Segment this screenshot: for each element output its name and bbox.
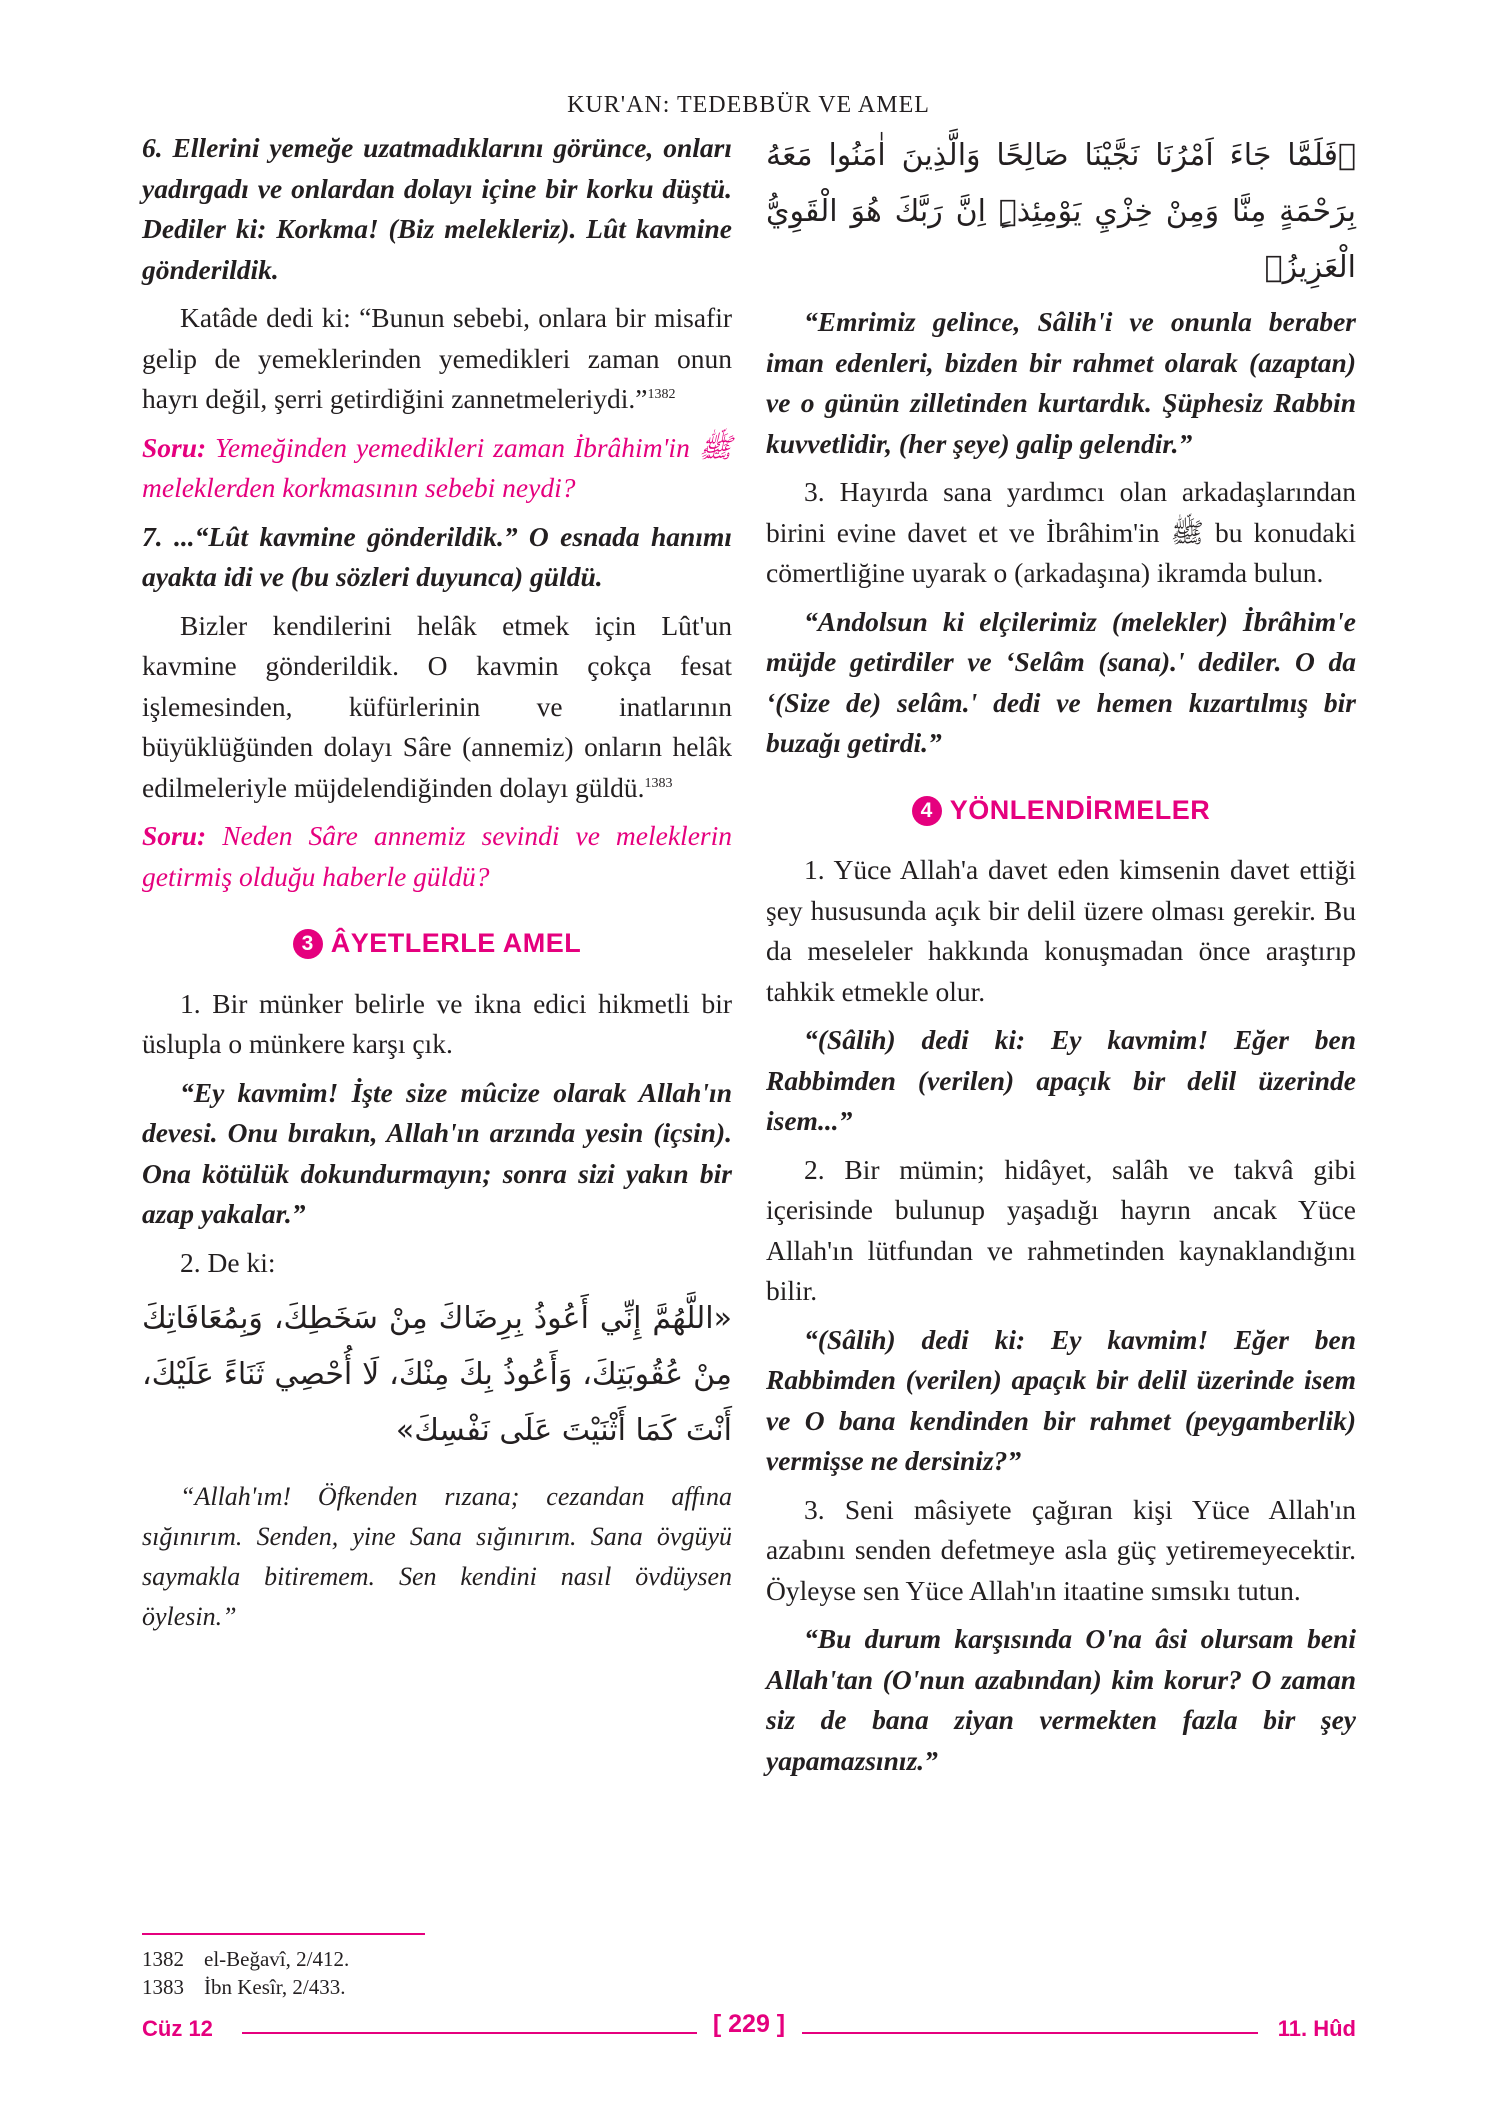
question-1: Soru: Yemeğinden yemedikleri zaman İbrâhim'in ﷺ meleklerden korkmasının sebebi neydi? xyxy=(142,431,732,503)
page-footer xyxy=(142,2010,1356,2050)
guidance-item-1: 1. Yüce Allah'a davet eden kimsenin davet ettiği şey hususunda açık bir delil üzere olması gerekir. Bu da meseleler hakkında konuşmadan önce araştırıp tahkik etmekle olur. xyxy=(766,854,1356,1007)
amel-verse-1: “Ey kavmim! İşte size mûcize olarak Allah'ın devesi. Onu bırakın, Allah'ın arzında yesin (içsin). Ona kötülük dokundurmayın; sonra sizi yakın bir azap yakalar.” xyxy=(142,1076,732,1229)
footnote-1383: 1383 İbn Kesîr, 2/433. xyxy=(142,1975,346,1999)
verse-translation: “Emrimiz gelince, Sâlih'i ve onunla beraber iman edenleri, bizden bir rahmet olarak (azaptan) ve o günün zilletinden kurtardık. Şüphesiz Rabbin kuvvetlidir, (her şeye) galip gelendir.” xyxy=(766,306,1356,459)
surah-label: 11. Hûd xyxy=(1277,2016,1356,2041)
section-heading-3 xyxy=(142,923,732,964)
amel-item-2: 2. De ki: xyxy=(180,1246,276,1278)
footer-rule-left xyxy=(242,2032,697,2034)
footer-rule-right xyxy=(802,2032,1258,2034)
left-column xyxy=(142,128,732,1637)
footnote-ref: 1382 xyxy=(647,386,676,402)
section-title: ÂYETLERLE AMEL xyxy=(330,928,582,958)
guidance-item-3: 3. Seni mâsiyete çağıran kişi Yüce Allah'ın azabını senden defetmeye asla güç yetiremeyecektir. Öyleyse sen Yüce Allah'ın itaatine sımsıkı tutun. xyxy=(766,1493,1356,1606)
amel-item-1: 1. Bir münker belirle ve ikna edici hikmetli bir üslupla o münkere karşı çık. xyxy=(142,987,732,1059)
footnote-1382: 1382 el-Beğavî, 2/412. xyxy=(142,1947,350,1971)
amel-item-3: 3. Hayırda sana yardımcı olan arkadaşlarından birini evine davet et ve İbrâhim'in ﷺ bu konudaki cömertliğine uyarak o (arkadaşına) ikramda bulun. xyxy=(766,476,1356,588)
commentary-sare: Bizler kendilerini helâk etmek için Lût'un kavmine gönderildik. O kavmin çokça fesat işlemesinden, küfürlerinin ve inatlarının büyüklüğünden dolayı Sâre (annemiz) onların helâk edilmeleriyle müjdelendiğinden dolayı güldü.$^{1383}$ xyxy=(142,609,732,803)
juz-label: Cüz 12 xyxy=(142,2016,213,2041)
section-title: YÖNLENDİRMELER xyxy=(949,794,1211,825)
guidance-verse-3: “Bu durum karşısında O'na âsi olursam beni Allah'tan (O'nun azabından) kim korur? O zaman siz de bana ziyan vermekten fazla bir şey yapamazsınız.” xyxy=(766,1623,1356,1776)
section-number-badge: 4 xyxy=(912,796,942,826)
question-2: Soru: Neden Sâre annemiz sevindi ve meleklerin getirmiş olduğu haberle güldü? xyxy=(142,820,732,892)
guidance-verse-2: “(Sâlih) dedi ki: Ey kavmim! Eğer ben Rabbimden (verilen) apaçık bir delil üzerinde isem ve O bana kendinden bir rahmet (peygamberlik) vermişse ne dersiniz?” xyxy=(766,1323,1356,1476)
verse-7-translation: 7. ...“Lût kavmine gönderildik.” O esnada hanımı ayakta idi ve (bu sözleri duyunca) güldü. xyxy=(142,520,732,592)
commentary-katade: Katâde dedi ki: “Bunun sebebi, onlara bir misafir gelip de yemeklerinden yemedikleri zaman onun hayrı değil, şerri getirdiğini zannetmeleriydi.”$^{1382}$ xyxy=(142,302,732,414)
guidance-item-2: 2. Bir mümin; hidâyet, salâh ve takvâ gibi içerisinde bulunup yaşadığı hayrın ancak Yüce Allah'ın lütfundan ve rahmetinden kaynaklandığını bilir. xyxy=(766,1153,1356,1306)
footnote-ref: 1383 xyxy=(644,775,673,791)
section-number-badge: 3 xyxy=(293,929,323,959)
arabic-verse: ﴿فَلَمَّا جَاءَ اَمْرُنَا نَجَّيْنَا صَالِحًا وَالَّذِينَ اٰمَنُوا مَعَهُ بِرَحْمَةٍ مِنَّا وَمِنْ خِزْيِ يَوْمِئِذٍۜ اِنَّ رَبَّكَ هُوَ الْقَوِيُّ الْعَزِيزُ﴾ xyxy=(766,138,1356,285)
running-header: KUR'AN: TEDEBBÜR VE AMEL xyxy=(567,92,930,118)
verse-6-translation: 6. Ellerini yemeğe uzatmadıklarını görünce, onları yadırgadı ve onlardan dolayı içine bir korku düştü. Dediler ki: Korkma! (Biz melekleriz). Lût kavmine gönderildik. xyxy=(142,132,732,285)
right-column xyxy=(766,128,1356,1789)
arabic-dua: «اللَّهُمَّ إِنِّي أَعُوذُ بِرِضَاكَ مِنْ سَخَطِكَ، وَبِمُعَافَاتِكَ مِنْ عُقُوبَتِكَ، وَأَعُوذُ بِكَ مِنْكَ، لَا أُحْصِي ثَنَاءً عَلَيْكَ، أَنْتَ كَمَا أَثْنَيْتَ عَلَى نَفْسِكَ» xyxy=(142,1301,732,1448)
dua-translation: “Allah'ım! Öfkenden rızana; cezandan affına sığınırım. Senden, yine Sana sığınırım. Sana övgüyü saymakla bitiremem. Sen kendini nasıl övdüysen öylesin.” xyxy=(142,1482,732,1631)
section-heading-4 xyxy=(766,790,1356,831)
amel-verse-3: “Andolsun ki elçilerimiz (melekler) İbrâhim'e müjde getirdiler ve ‘Selâm (sana).' dediler. O da ‘(Size de) selâm.' dedi ve hemen kızartılmış bir buzağı getirdi.” xyxy=(766,605,1356,758)
footnote-divider xyxy=(142,1933,425,1935)
guidance-verse-1: “(Sâlih) dedi ki: Ey kavmim! Eğer ben Rabbimden (verilen) apaçık bir delil üzerinde isem...” xyxy=(766,1024,1356,1136)
page-number: [ 229 ] xyxy=(712,2010,786,2038)
